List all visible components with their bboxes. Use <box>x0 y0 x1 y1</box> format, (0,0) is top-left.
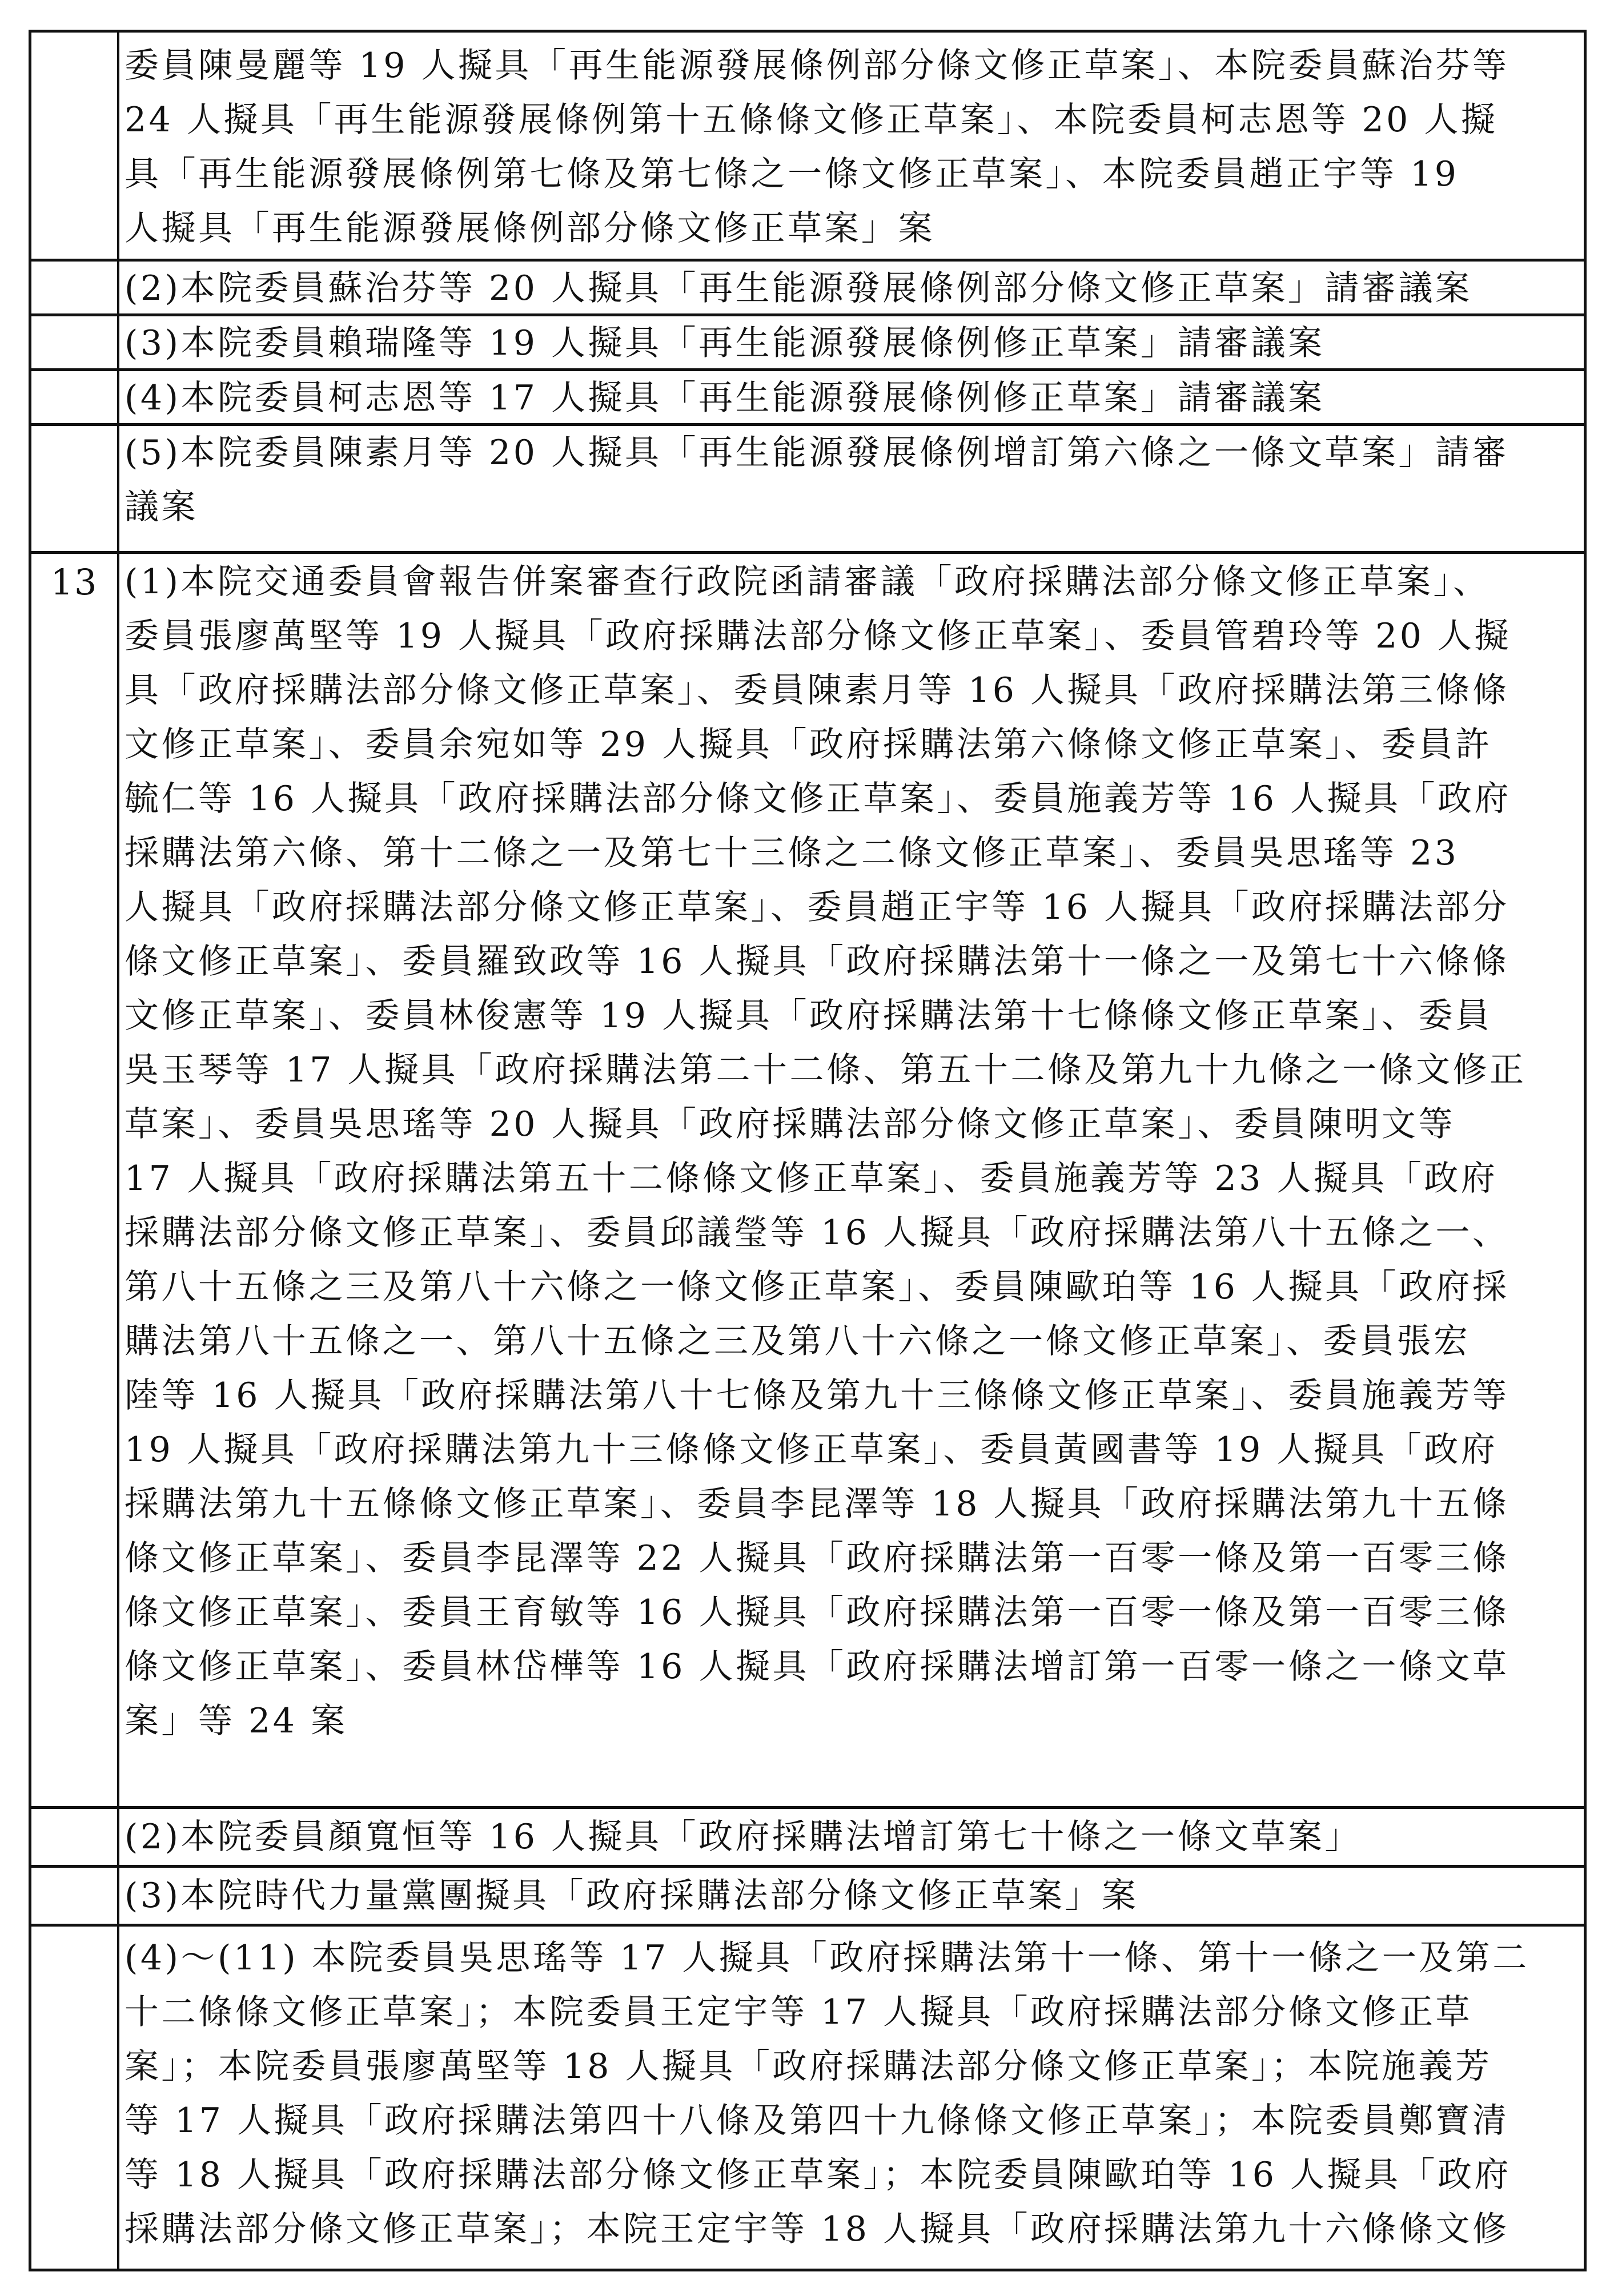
text-line: 採購法第六條、第十二條之一及第七十三條之二條文修正草案」、委員吳思瑤等 23 <box>125 833 1459 873</box>
text-line: (3)本院委員賴瑞隆等 19 人擬具「再生能源發展條例修正草案」請審議案 <box>125 323 1325 363</box>
text-line: 陸等 16 人擬具「政府採購法第八十七條及第九十三條條文修正草案」、委員施義芳等 <box>125 1376 1509 1416</box>
agenda-item-13-1 <box>125 555 1581 1748</box>
text-line: 等 18 人擬具「政府採購法部分條文修正草案」；本院委員陳歐珀等 16 人擬具「政府 <box>125 2155 1511 2195</box>
text-line: 19 人擬具「政府採購法第九十三條條文修正草案」、委員黃國書等 19 人擬具「政府 <box>125 1430 1498 1470</box>
text-line: 吳玉琴等 17 人擬具「政府採購法第二十二條、第五十二條及第九十九條之一條文修正 <box>125 1050 1527 1090</box>
text-line: 具「政府採購法部分條文修正草案」、委員陳素月等 16 人擬具「政府採購法第三條條 <box>125 670 1509 710</box>
text-line: 委員張廖萬堅等 19 人擬具「政府採購法部分條文修正草案」、委員管碧玲等 20 人擬 <box>125 616 1511 656</box>
text-line: 採購法第九十五條條文修正草案」、委員李昆澤等 18 人擬具「政府採購法第九十五條 <box>125 1484 1509 1524</box>
row-divider <box>29 1865 1587 1868</box>
text-line: 17 人擬具「政府採購法第五十二條條文修正草案」、委員施義芳等 23 人擬具「政府 <box>125 1159 1498 1199</box>
text-line: 案」等 24 案 <box>125 1701 348 1741</box>
agenda-subitem-5 <box>125 426 1581 534</box>
text-line: 文修正草案」、委員余宛如等 29 人擬具「政府採購法第六條條文修正草案」、委員許 <box>125 725 1492 765</box>
text-line: (5)本院委員陳素月等 20 人擬具「再生能源發展條例增訂第六條之一條文草案」請審 <box>125 433 1509 473</box>
text-line: 委員陳曼麗等 19 人擬具「再生能源發展條例部分條文修正草案」、本院委員蘇治芬等 <box>125 46 1509 86</box>
text-line: 條文修正草案」、委員王育敏等 16 人擬具「政府採購法第一百零一條及第一百零三條 <box>125 1593 1509 1632</box>
text-line: 條文修正草案」、委員羅致政等 16 人擬具「政府採購法第十一條之一及第七十六條條 <box>125 942 1509 982</box>
text-line: 採購法部分條文修正草案」、委員邱議瑩等 16 人擬具「政府採購法第八十五條之一、 <box>125 1213 1509 1253</box>
column-divider <box>117 30 119 2271</box>
text-line: 等 17 人擬具「政府採購法第四十八條及第四十九條條文修正草案」；本院委員鄭寶清 <box>125 2101 1509 2141</box>
text-line: 議案 <box>125 487 198 527</box>
row-divider <box>29 1924 1587 1927</box>
agenda-item-13-2 <box>125 1810 1581 1864</box>
text-line: 條文修正草案」、委員林岱樺等 16 人擬具「政府採購法增訂第一百零一條之一條文草 <box>125 1647 1509 1687</box>
text-line: 條文修正草案」、委員李昆澤等 22 人擬具「政府採購法第一百零一條及第一百零三條 <box>125 1538 1509 1578</box>
row-divider <box>29 551 1587 554</box>
text-line: 案」；本院委員張廖萬堅等 18 人擬具「政府採購法部分條文修正草案」；本院施義芳 <box>125 2046 1492 2086</box>
agenda-subitem-3 <box>125 316 1581 371</box>
agenda-item-13-4-11 <box>125 1931 1581 2257</box>
text-line: 採購法部分條文修正草案」；本院王定宇等 18 人擬具「政府採購法第九十六條條文修 <box>125 2209 1509 2249</box>
text-line: 具「再生能源發展條例第七條及第七條之一條文修正草案」、本院委員趙正宇等 19 <box>125 154 1459 194</box>
text-line: (2)本院委員顏寬恒等 16 人擬具「政府採購法增訂第七十條之一條文草案」 <box>125 1817 1362 1857</box>
text-line: 毓仁等 16 人擬具「政府採購法部分條文修正草案」、委員施義芳等 16 人擬具「政府 <box>125 779 1511 819</box>
text-line: 人擬具「再生能源發展條例部分條文修正草案」案 <box>125 208 935 248</box>
text-line: (3)本院時代力量黨團擬具「政府採購法部分條文修正草案」案 <box>125 1876 1139 1916</box>
text-line: 人擬具「政府採購法部分條文修正草案」、委員趙正宇等 16 人擬具「政府採購法部分 <box>125 887 1509 927</box>
agenda-subitem-2 <box>125 262 1581 316</box>
text-line: (2)本院委員蘇治芬等 20 人擬具「再生能源發展條例部分條文修正草案」請審議案 <box>125 268 1472 308</box>
text-line: 十二條條文修正草案」；本院委員王定宇等 17 人擬具「政府採購法部分條文修正草 <box>125 1992 1472 2032</box>
item-number: 13 <box>50 561 98 603</box>
text-line: 第八十五條之三及第八十六條之一條文修正草案」、委員陳歐珀等 16 人擬具「政府採 <box>125 1267 1509 1307</box>
agenda-item-13-3 <box>125 1869 1581 1923</box>
text-line: (1)本院交通委員會報告併案審查行政院函請審議「政府採購法部分條文修正草案」、 <box>125 562 1490 602</box>
text-line: 文修正草案」、委員林俊憲等 19 人擬具「政府採購法第十七條條文修正草案」、委員 <box>125 996 1492 1036</box>
text-line: (4)～(11) 本院委員吳思瑤等 17 人擬具「政府採購法第十一條、第十一條之一及第二 <box>125 1938 1529 1978</box>
text-line: 24 人擬具「再生能源發展條例第十五條條文修正草案」、本院委員柯志恩等 20 人擬 <box>125 100 1498 140</box>
text-line: (4)本院委員柯志恩等 17 人擬具「再生能源發展條例修正草案」請審議案 <box>125 378 1325 418</box>
text-line: 購法第八十五條之一、第八十五條之三及第八十六條之一條文修正草案」、委員張宏 <box>125 1321 1471 1361</box>
row-divider <box>29 1806 1587 1809</box>
agenda-item-continued <box>125 39 1581 256</box>
agenda-subitem-4 <box>125 371 1581 425</box>
text-line: 草案」、委員吳思瑤等 20 人擬具「政府採購法部分條文修正草案」、委員陳明文等 <box>125 1104 1455 1144</box>
